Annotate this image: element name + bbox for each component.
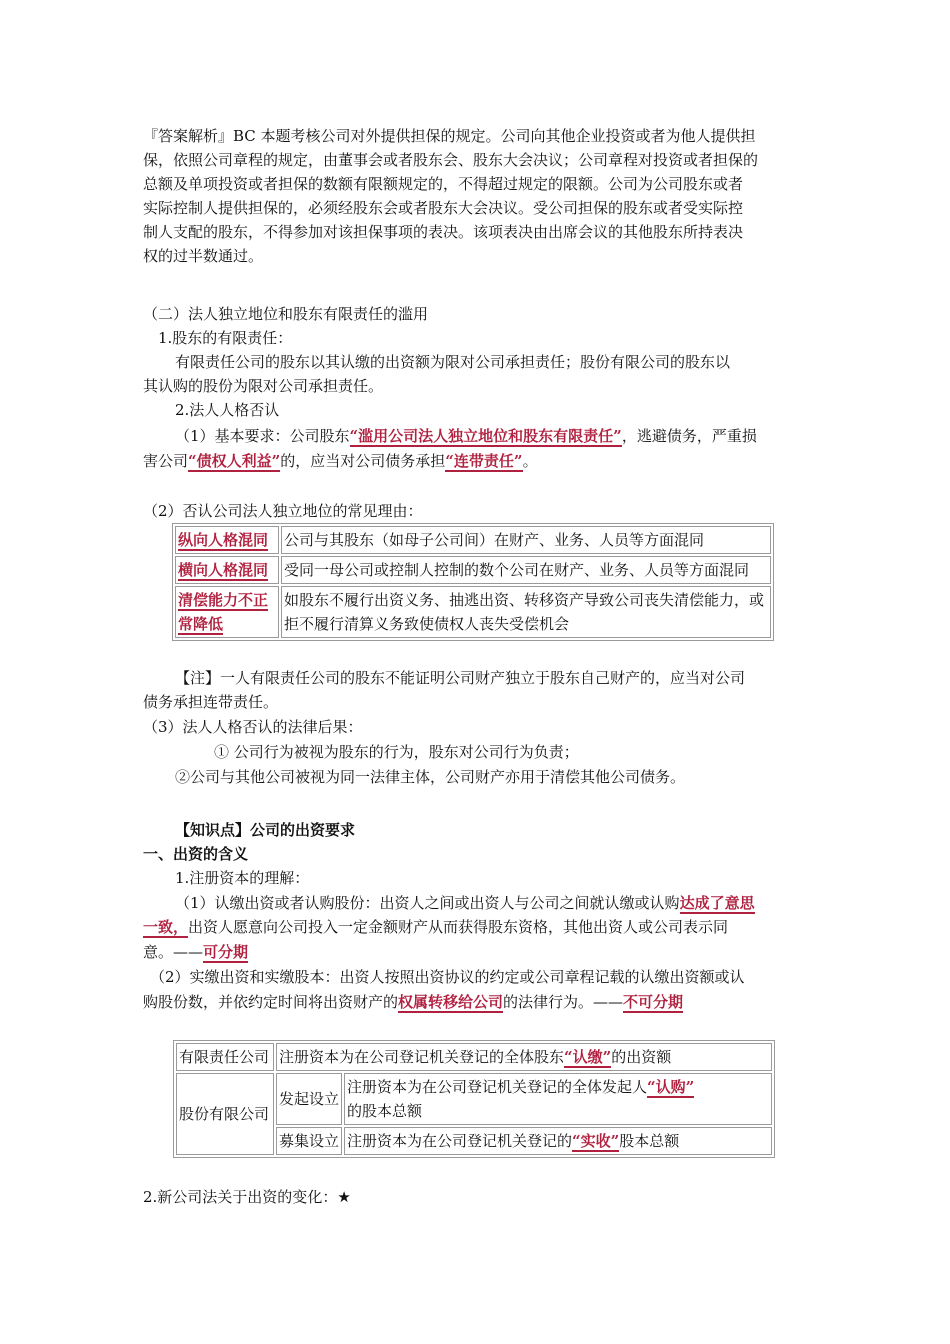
analysis-line: 实际控制人提供担保的，必须经股东会或者股东大会决议。受公司担保的股东或者受实际控	[143, 199, 744, 217]
definition-text: 的法律行为。——	[503, 993, 624, 1011]
reason-term: 纵向人格混同	[178, 531, 269, 549]
requirement-text: ，逃避债务，严重损	[621, 427, 757, 445]
note-line: 债务承担连带责任。	[143, 693, 279, 711]
capital-desc-text: 的出资额	[611, 1048, 672, 1066]
reason-term: 横向人格混同	[178, 561, 269, 579]
definition-text: 购股份数，并依约定时间将出资财产的	[143, 993, 399, 1011]
capital-table	[173, 1040, 775, 1158]
item-title: 1.注册资本的理解：	[175, 869, 310, 887]
reason-term-cell	[175, 586, 279, 638]
star-icon: ★	[337, 1188, 351, 1206]
table-row	[175, 526, 771, 554]
emphasis-no-installment: 不可分期	[623, 993, 684, 1011]
note-line: 【注】一人有限责任公司的股东不能证明公司财产独立于股东自己财产的，应当对公司	[175, 669, 746, 687]
emphasis-creditor-interest: “债权人利益”	[188, 452, 281, 470]
emphasis-subscribed-shares: “认购”	[647, 1078, 695, 1096]
emphasis-installment: 可分期	[203, 943, 249, 961]
reason-term-cell	[175, 556, 279, 584]
reasons-title: （2）否认公司法人独立地位的常见理由：	[143, 502, 423, 520]
item-title: 2.法人人格否认	[175, 401, 280, 419]
subsection-heading: 一、出资的含义	[143, 845, 249, 863]
item-title-text: 2.新公司法关于出资的变化：	[143, 1188, 338, 1206]
requirement-text: 的，应当对公司债务承担	[280, 452, 446, 470]
definition-line: （2）实缴出资和实缴股本：出资人按照出资协议的约定或公司章程记载的认缴出资额或认	[150, 968, 745, 986]
capital-desc	[276, 1043, 772, 1071]
establishment-method: 募集设立	[276, 1127, 342, 1155]
capital-desc-text: 的股本总额	[347, 1102, 423, 1120]
emphasis-subscribed: “认缴”	[564, 1048, 612, 1066]
company-type: 股份有限公司	[176, 1073, 274, 1155]
paragraph-line: 其认购的股份为限对公司承担责任。	[143, 377, 384, 395]
section-heading: （二）法人独立地位和股东有限责任的滥用	[143, 305, 429, 323]
paragraph-line: 有限责任公司的股东以其认缴的出资额为限对公司承担责任；股份有限公司的股东以	[175, 353, 731, 371]
requirement-text: 害公司	[143, 452, 189, 470]
definition-line	[143, 940, 248, 964]
definition-text: 意。——	[143, 943, 204, 961]
analysis-line: 制人支配的股东，不得参加对该担保事项的表决。该项表决由出席会议的其他股东所持表决	[143, 223, 744, 241]
analysis-line: 权的过半数通过。	[143, 247, 264, 265]
emphasis-agreement: 达成了意思	[679, 894, 755, 912]
item-title: 1.股东的有限责任：	[158, 329, 293, 347]
table-row	[175, 586, 771, 638]
reason-desc: 如股东不履行出资义务、抽逃出资、转移资产导致公司丧失清偿能力，或拒不履行清算义务致使债权人丧失受偿机会	[281, 586, 771, 638]
table-row	[176, 1073, 772, 1125]
definition-line	[143, 915, 728, 939]
definition-text: （1）认缴出资或者认购股份：出资人之间或出资人与公司之间就认缴或认购	[175, 894, 680, 912]
consequence-item: ②公司与其他公司被视为同一法律主体，公司财产亦用于清偿其他公司债务。	[175, 768, 686, 786]
reasons-table	[172, 523, 774, 641]
consequence-item: ① 公司行为被视为股东的行为，股东对公司行为负责；	[214, 743, 579, 761]
capital-desc-text: 注册资本为在公司登记机关登记的全体股东	[279, 1048, 565, 1066]
definition-line	[143, 990, 683, 1014]
capital-desc	[344, 1127, 772, 1155]
table-row	[175, 556, 771, 584]
item-title	[143, 1185, 351, 1209]
reason-desc: 受同一母公司或控制人控制的数个公司在财产、业务、人员等方面混同	[281, 556, 771, 584]
reason-term: 清偿能力不正常降低	[178, 591, 269, 633]
capital-desc-text: 注册资本为在公司登记机关登记的	[347, 1132, 573, 1150]
analysis-line: 保，依照公司章程的规定，由董事会或者股东会、股东大会决议；公司章程对投资或者担保的	[143, 151, 759, 169]
requirement-prefix: （1）基本要求：公司股东	[175, 427, 350, 445]
emphasis-paid-in: “实收”	[572, 1132, 620, 1150]
reason-desc: 公司与其股东（如母子公司间）在财产、业务、人员等方面混同	[281, 526, 771, 554]
definition-text: 出资人愿意向公司投入一定金额财产从而获得股东资格，其他出资人或公司表示同	[188, 918, 729, 936]
requirement-line	[143, 449, 538, 473]
capital-desc-text: 注册资本为在公司登记机关登记的全体发起人	[347, 1078, 648, 1096]
analysis-line: 『答案解析』BC 本题考核公司对外提供担保的规定。公司向其他企业投资或者为他人提供担	[143, 127, 756, 145]
consequence-title: （3）法人人格否认的法律后果：	[143, 718, 363, 736]
company-type: 有限责任公司	[176, 1043, 274, 1071]
analysis-line: 总额及单项投资或者担保的数额有限额规定的，不得超过规定的限额。公司为公司股东或者	[143, 175, 744, 193]
requirement-line	[175, 424, 757, 448]
emphasis-agreement: 一致，	[143, 918, 189, 936]
emphasis-abuse: “滥用公司法人独立地位和股东有限责任”	[349, 427, 622, 445]
definition-line	[175, 891, 755, 915]
reason-term-cell	[175, 526, 279, 554]
emphasis-ownership-transfer: 权属转移给公司	[398, 993, 504, 1011]
knowledge-heading: 【知识点】公司的出资要求	[175, 821, 356, 839]
emphasis-joint-liability: “连带责任”	[445, 452, 523, 470]
table-row	[176, 1043, 772, 1071]
requirement-text: 。	[522, 452, 538, 470]
capital-desc-text: 股本总额	[619, 1132, 680, 1150]
capital-desc	[344, 1073, 772, 1125]
establishment-method: 发起设立	[276, 1073, 342, 1125]
